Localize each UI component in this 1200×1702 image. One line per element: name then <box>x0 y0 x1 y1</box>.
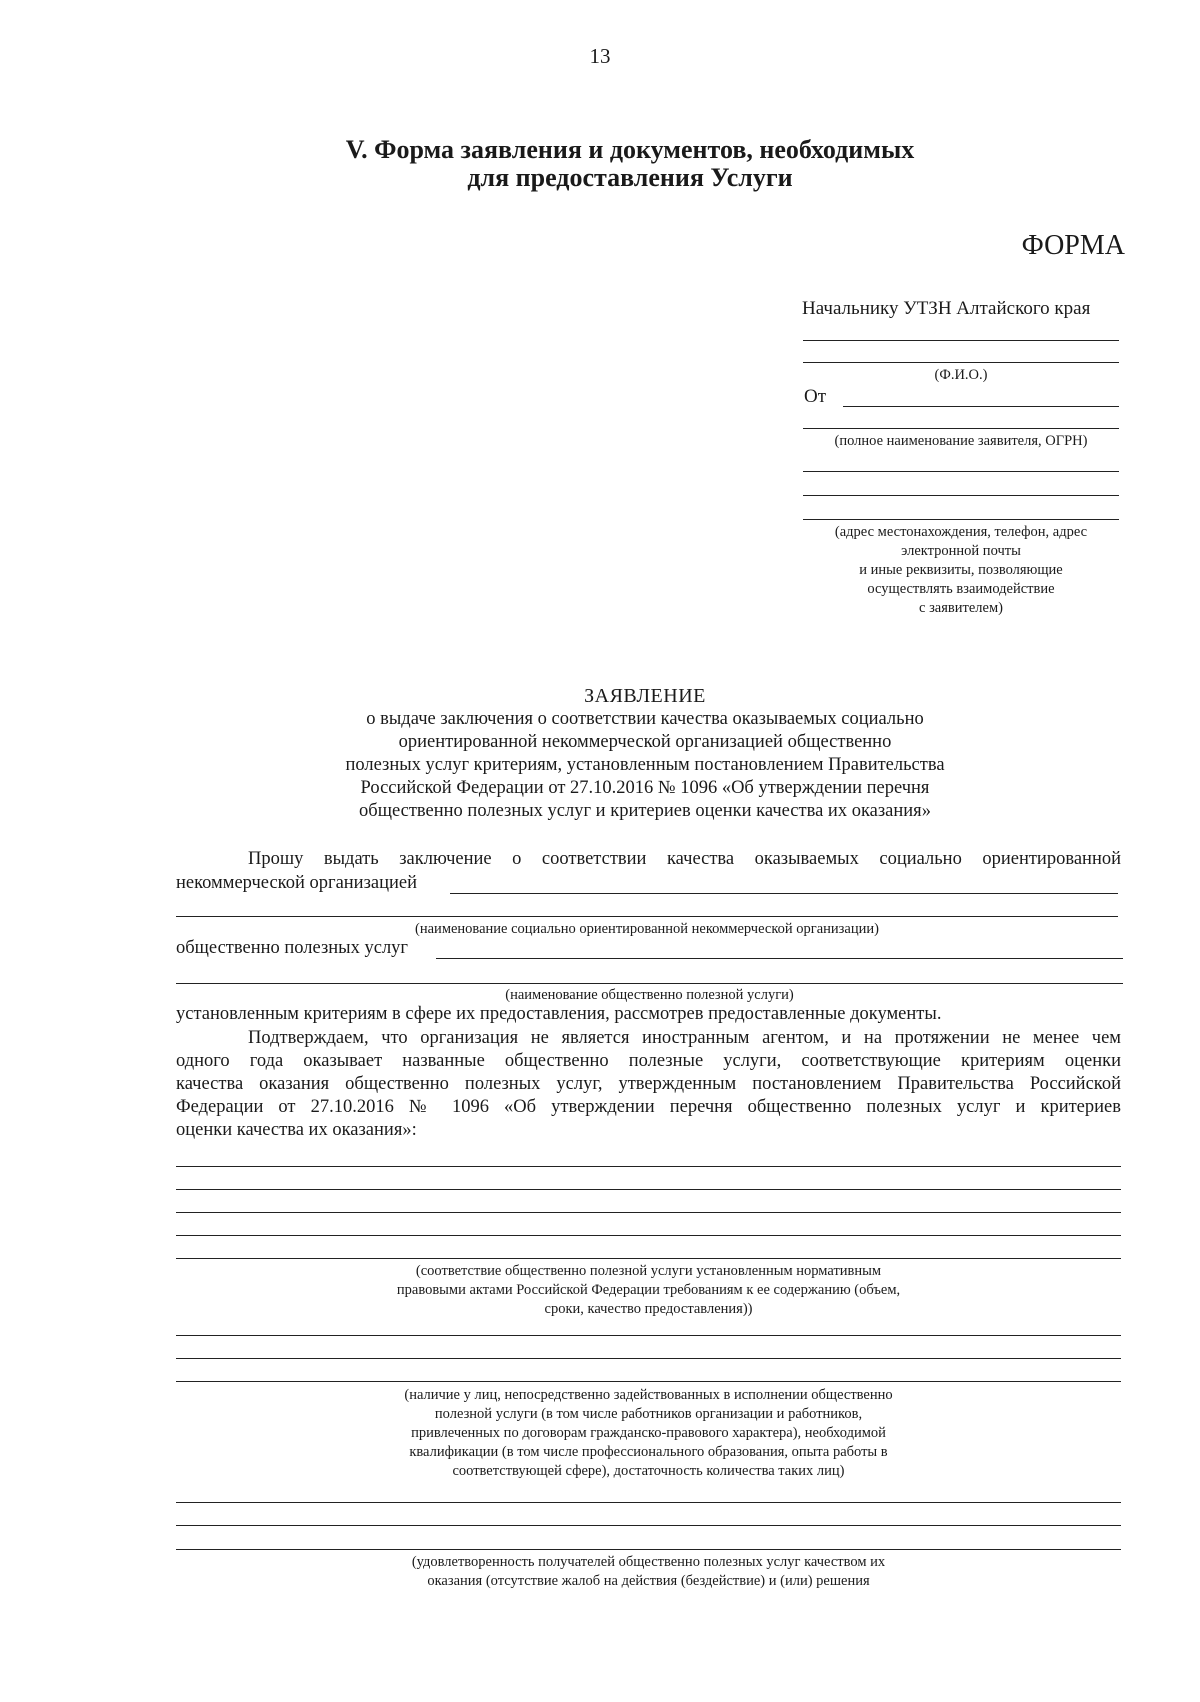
satisfaction-line-1[interactable] <box>176 1502 1121 1503</box>
statement-subtitle-line-2: ориентированной некоммерческой организацией общественно <box>398 732 892 752</box>
confirm-line-3: качества оказания общественно полезных услуг, утвержденным постановлением Правительства Российской <box>176 1074 1121 1094</box>
service-name-line-2[interactable] <box>176 983 1123 984</box>
staff-line-2[interactable] <box>176 1358 1121 1359</box>
applicant-line-1[interactable] <box>843 406 1119 407</box>
from-label: От <box>804 386 827 407</box>
compliance-line-4[interactable] <box>176 1235 1121 1236</box>
compliance-caption <box>176 1262 1121 1319</box>
compliance-line-1[interactable] <box>176 1166 1121 1167</box>
satisfaction-line-2[interactable] <box>176 1525 1121 1526</box>
staff-caption-line-3: привлеченных по договорам гражданско-правового характера), необходимой <box>411 1425 886 1441</box>
address-caption-line-4: осуществлять взаимодействие <box>867 581 1055 597</box>
confirm-line-4: Федерации от 27.10.2016 № 1096 «Об утверждении перечня общественно полезных услуг и критериев <box>176 1097 1121 1117</box>
confirm-line-1: Подтверждаем, что организация не является иностранным агентом, и на протяжении не менее чем <box>248 1028 1121 1048</box>
confirm-line-5: оценки качества их оказания»: <box>176 1120 417 1140</box>
statement-subtitle-line-4: Российской Федерации от 27.10.2016 № 1096 «Об утверждении перечня <box>360 778 930 798</box>
compliance-caption-line-3: сроки, качество предоставления)) <box>544 1301 753 1317</box>
applicant-caption: (полное наименование заявителя, ОГРН) <box>834 433 1088 449</box>
staff-line-3[interactable] <box>176 1381 1121 1382</box>
statement-subtitle-line-5: общественно полезных услуг и критериев оценки качества их оказания» <box>359 801 931 821</box>
recipient-line-1[interactable] <box>803 340 1119 341</box>
request-line-2: некоммерческой организацией <box>176 873 418 893</box>
statement-subtitle <box>310 708 980 823</box>
address-line-3[interactable] <box>803 519 1119 520</box>
compliance-caption-line-1: (соответствие общественно полезной услуги установленным нормативным <box>415 1263 882 1279</box>
service-name-line-1[interactable] <box>436 958 1123 959</box>
address-caption <box>803 523 1119 618</box>
section-title <box>200 136 1060 192</box>
staff-caption <box>176 1386 1121 1481</box>
org-name-line-2[interactable] <box>176 916 1118 917</box>
compliance-line-5[interactable] <box>176 1258 1121 1259</box>
applicant-line-2[interactable] <box>803 428 1119 429</box>
section-title-line-2: для предоставления Услуги <box>467 163 793 192</box>
section-title-line-1: V. Форма заявления и документов, необходимых <box>345 135 915 164</box>
satisfaction-caption <box>176 1553 1121 1591</box>
satisfaction-line-3[interactable] <box>176 1549 1121 1550</box>
satisfaction-caption-line-1: (удовлетворенность получателей общественно полезных услуг качеством их <box>411 1554 886 1570</box>
address-caption-line-3: и иные реквизиты, позволяющие <box>859 562 1063 578</box>
address-caption-line-5: с заявителем) <box>919 600 1003 616</box>
page-number: 13 <box>589 44 611 68</box>
staff-caption-line-2: полезной услуги (в том числе работников организации и работников, <box>434 1406 863 1422</box>
org-name-line-1[interactable] <box>450 893 1118 894</box>
staff-caption-line-1: (наличие у лиц, непосредственно задействованных в исполнении общественно <box>404 1387 893 1403</box>
staff-caption-line-4: квалификации (в том числе профессионального образования, опыта работы в <box>409 1444 888 1460</box>
staff-caption-line-5: соответствующей сфере), достаточность количества таких лиц) <box>452 1463 845 1479</box>
criteria-text: установленным критериям в сфере их предоставления, рассмотрев предоставленные документы. <box>176 1004 942 1024</box>
compliance-caption-line-2: правовыми актами Российской Федерации требованиям к ее содержанию (объем, <box>396 1282 901 1298</box>
compliance-line-3[interactable] <box>176 1212 1121 1213</box>
satisfaction-caption-line-2: оказания (отсутствие жалоб на действия (бездействие) и (или) решения <box>427 1573 870 1589</box>
addressee-recipient: Начальнику УТЗН Алтайского края <box>802 298 1091 319</box>
request-line-1: Прошу выдать заключение о соответствии качества оказываемых социально ориентированной <box>248 849 1121 869</box>
statement-subtitle-line-3: полезных услуг критериям, установленным постановлением Правительства <box>345 755 945 775</box>
fio-caption: (Ф.И.О.) <box>934 367 988 383</box>
compliance-line-2[interactable] <box>176 1189 1121 1190</box>
recipient-line-2[interactable] <box>803 362 1119 363</box>
services-label: общественно полезных услуг <box>176 938 409 958</box>
form-label: ФОРМА <box>1021 230 1125 261</box>
address-line-2[interactable] <box>803 495 1119 496</box>
address-caption-line-2: электронной почты <box>901 543 1021 559</box>
confirm-line-2: одного года оказывает названные общественно полезные услуги, соответствующие критериям оценки <box>176 1051 1121 1071</box>
org-name-caption: (наименование социально ориентированной некоммерческой организации) <box>415 921 879 937</box>
statement-subtitle-line-1: о выдаче заключения о соответствии качества оказываемых социально <box>366 709 924 729</box>
address-caption-line-1: (адрес местонахождения, телефон, адрес <box>834 524 1088 540</box>
staff-line-1[interactable] <box>176 1335 1121 1336</box>
service-name-caption: (наименование общественно полезной услуги) <box>505 987 794 1003</box>
statement-title: ЗАЯВЛЕНИЕ <box>584 685 706 707</box>
address-line-1[interactable] <box>803 471 1119 472</box>
